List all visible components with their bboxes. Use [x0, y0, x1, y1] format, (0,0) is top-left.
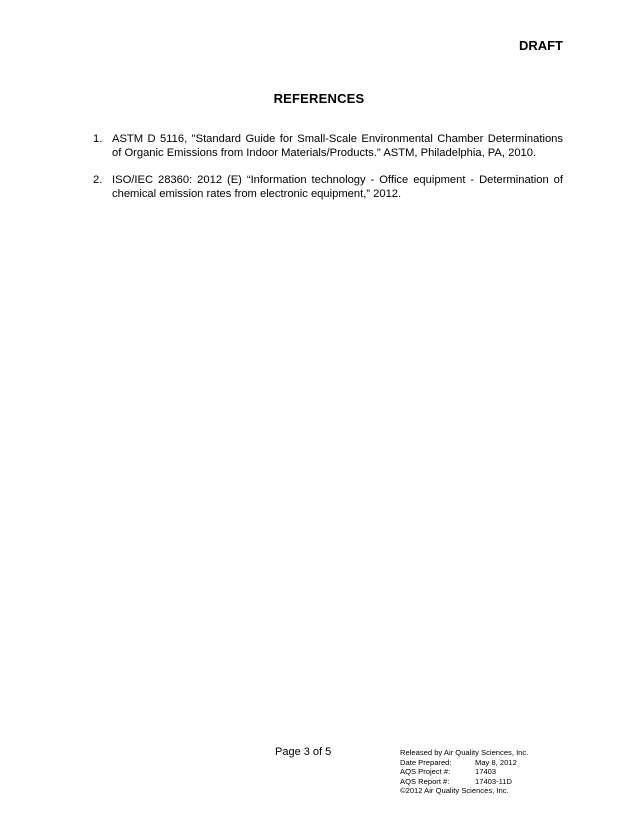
page-number: Page 3 of 5: [275, 746, 332, 758]
report-number-value: 17403-11D: [475, 776, 513, 786]
reference-number: 2.: [93, 174, 103, 186]
reference-text: ISO/IEC 28360: 2012 (E) “Information technology - Office equipment - Determination of chemical emission rates from electronic equipment,” 2012.: [112, 174, 563, 200]
copyright-line: ©2012 Air Quality Sciences, Inc.: [400, 786, 509, 796]
report-number-line: [400, 777, 528, 787]
section-title: REFERENCES: [273, 91, 365, 106]
reference-item: [93, 132, 563, 160]
project-number-value: 17403: [475, 767, 497, 777]
draft-watermark: DRAFT: [518, 38, 563, 53]
released-by-line: Released by Air Quality Sciences, Inc.: [400, 748, 529, 757]
report-number-label: AQS Report #:: [400, 776, 450, 786]
reference-list: [93, 132, 563, 201]
date-prepared-value: May 8, 2012: [475, 757, 517, 767]
project-number-line: [400, 767, 528, 777]
date-prepared-label: Date Prepared:: [400, 757, 452, 767]
reference-item: [93, 173, 563, 201]
report-footer: [400, 748, 528, 796]
reference-number: 1.: [93, 133, 103, 145]
reference-text: ASTM D 5116, "Standard Guide for Small-Scale Environmental Chamber Determinations of Organic Emissions from Indoor Materials/Products." ASTM, Philadelphia, PA, 2010.: [112, 133, 563, 159]
date-prepared-line: [400, 758, 528, 768]
project-number-label: AQS Project #:: [400, 767, 451, 777]
